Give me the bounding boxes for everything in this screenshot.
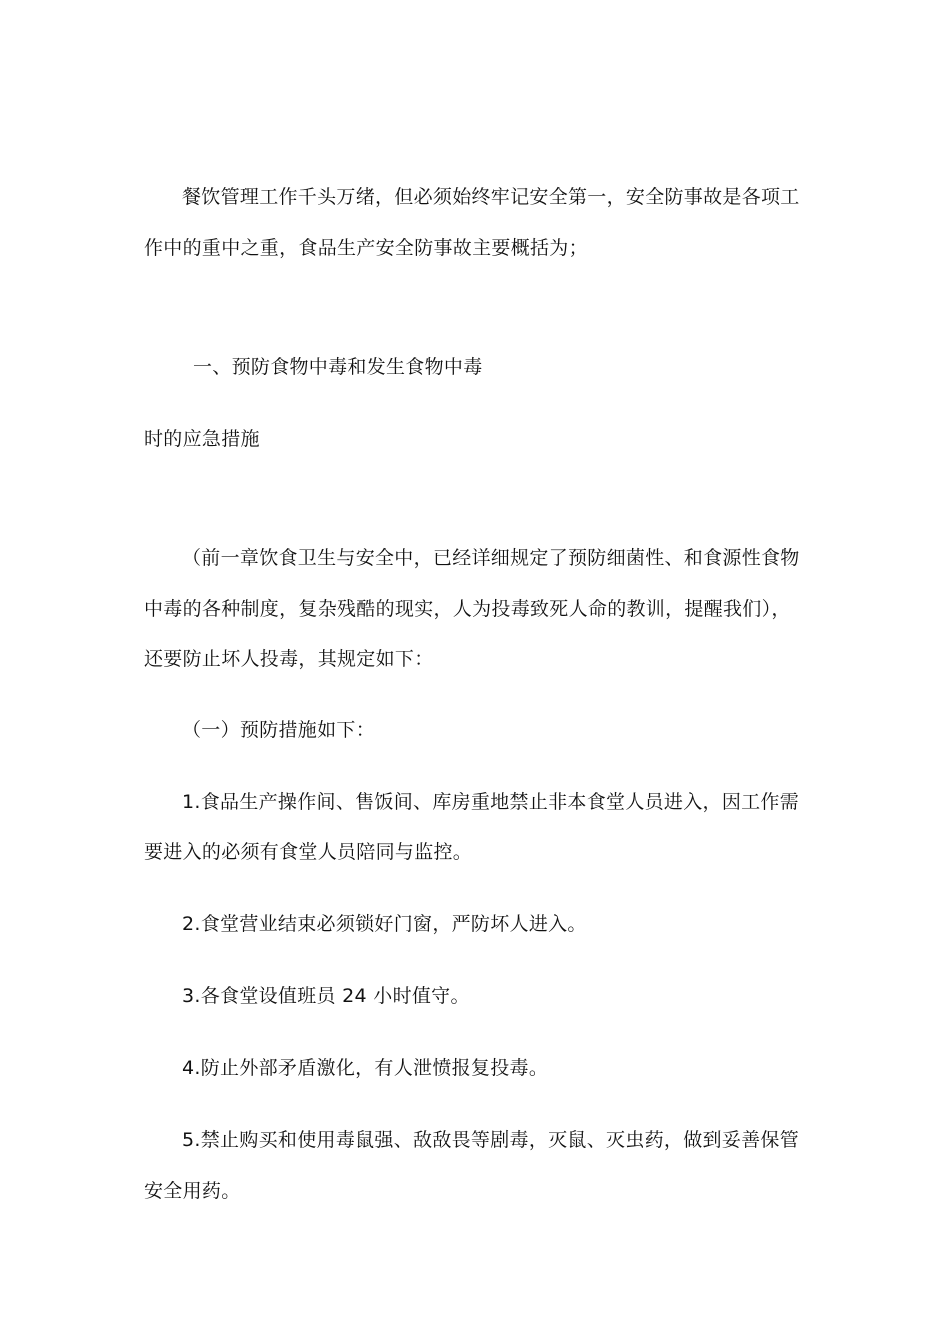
list-item-1-line-2: 要进入的必须有食堂人员陪同与监控。: [144, 841, 473, 863]
list-item-1-line-1: 1.食品生产操作间、售饭间、库房重地禁止非本食堂人员进入，因工作需: [182, 791, 800, 813]
preface-line-2: 中毒的各种制度，复杂残酷的现实，人为投毒致死人命的教训，提醒我们），: [144, 598, 791, 620]
subsection-heading: （一）预防措施如下：: [182, 719, 376, 741]
preface-line-3: 还要防止坏人投毒，其规定如下：: [144, 648, 434, 670]
list-item-4: 4.防止外部矛盾激化，有人泄愤报复投毒。: [182, 1057, 549, 1079]
list-item-5-line-2: 安全用药。: [144, 1180, 241, 1202]
section-heading-line-2: 时的应急措施: [144, 428, 260, 450]
section-heading-line-1: 一、预防食物中毒和发生食物中毒: [193, 356, 483, 378]
list-item-2: 2.食堂营业结束必须锁好门窗，严防坏人进入。: [182, 913, 587, 935]
list-item-3: 3.各食堂设值班员 24 小时值守。: [182, 985, 470, 1007]
preface-line-1: （前一章饮食卫生与安全中，已经详细规定了预防细菌性、和食源性食物: [182, 547, 800, 569]
intro-line-2: 作中的重中之重，食品生产安全防事故主要概括为；: [144, 237, 588, 259]
list-item-5-line-1: 5.禁止购买和使用毒鼠强、敌敌畏等剧毒，灭鼠、灭虫药，做到妥善保管: [182, 1129, 800, 1151]
intro-line-1: 餐饮管理工作千头万绪，但必须始终牢记安全第一，安全防事故是各项工: [182, 186, 800, 208]
